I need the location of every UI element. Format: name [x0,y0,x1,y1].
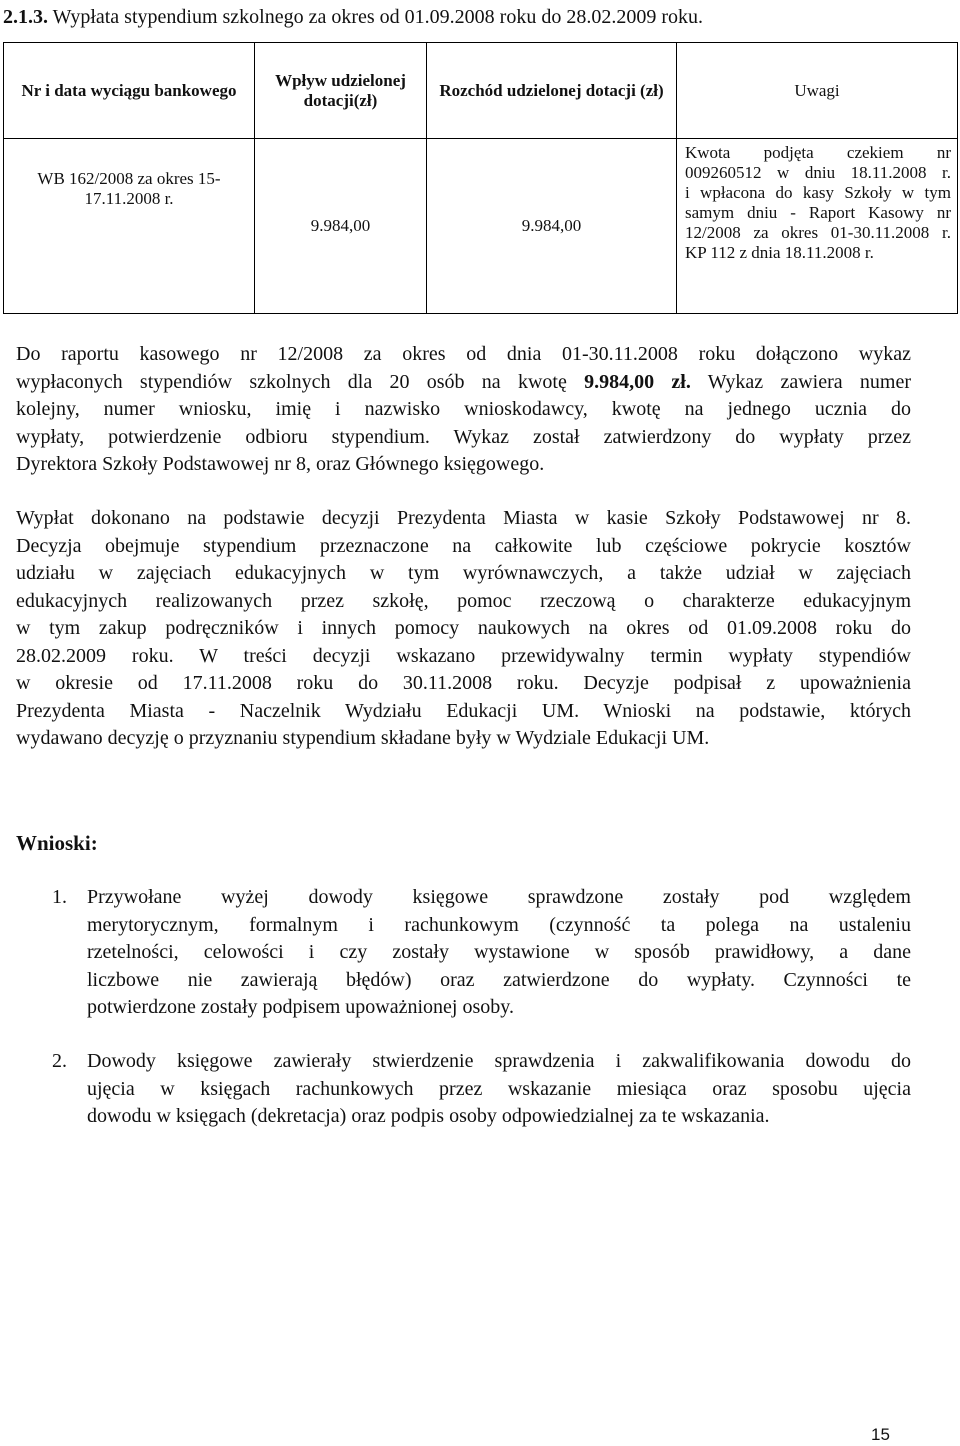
grant-table [3,42,958,314]
section-heading [3,4,703,30]
conclusions-title: Wnioski: [16,831,98,855]
header-remarks: Uwagi [677,43,958,139]
list-item-text: Dowody księgowe zawierały stwierdzenie sprawdzenia i zakwalifikowania dowodu do ujęcia w księgach rachunkowych przez wskazanie miesiąca oraz sposobu ujęcia dowodu w księgach (dekretacja) oraz podpis osoby odpowiedzialnej za te wskazania. [87,1050,911,1127]
cell-statement: WB 162/2008 za okres 15-17.11.2008 r. [4,139,255,314]
header-inflow: Wpływ udzielonej dotacji(zł) [255,43,427,139]
page-number: 15 [871,1425,890,1444]
table-row [4,139,958,314]
list-item-text: Przywołane wyżej dowody księgowe sprawdzone zostały pod względem merytorycznym, formalnym i rachunkowym (czynność ta polega na ustaleniu rzetelności, celowości i czy zostały wystawione w sposób prawidłowy, a dane liczbowe nie zawierają błędów) oraz zatwierdzone do wypłaty. Czynności te potwierdzone zostały podpisem upoważnionej osoby. [87,886,911,1018]
cell-outflow: 9.984,00 [427,139,677,314]
table-header-row [4,43,958,139]
list-item-number: 2. [52,1050,67,1072]
header-statement: Nr i data wyciągu bankowego [4,43,255,139]
section-number: 2.1.3. [3,6,48,28]
cell-inflow: 9.984,00 [255,139,427,314]
amount-bold: 9.984,00 zł. [584,370,691,393]
list-item-number: 1. [52,886,67,908]
section-title: Wypłata stypendium szkolnego za okres od 01.09.2008 roku do 28.02.2009 roku. [52,6,704,28]
paragraph-cash-report: Do raportu kasowego nr 12/2008 za okres od dnia 01-30.11.2008 roku dołączono wykaz wypłaconych stypendiów szkolnych dla 20 osób na kwotę 9.984,00 zł. Wykaz zawiera numer kolejny, numer wniosku, imię i nazwisko wnioskodawcy, kwotę na jednego ucznia do wypłaty, potwierdzenie odbioru stypendium. Wykaz został zatwierdzony do wypłaty przez Dyrektora Szkoły Podstawowej nr 8, oraz Głównego księgowego. [16,343,911,475]
header-outflow: Rozchód udzielonej dotacji (zł) [427,43,677,139]
cell-remarks: Kwota podjęta czekiem nr 009260512 w dniu 18.11.2008 r. i wpłacona do kasy Szkoły w tym samym dniu - Raport Kasowy nr 12/2008 za okres 01-30.11.2008 r. KP 112 z dnia 18.11.2008 r. [677,139,958,314]
paragraph-decision: Wypłat dokonano na podstawie decyzji Prezydenta Miasta w kasie Szkoły Podstawowej nr 8. Decyzja obejmuje stypendium przeznaczone na całkowite lub częściowe pokrycie kosztów udziału w zajęciach edukacyjnych w tym wyrównawczych, a także udział w zajęciach edukacyjnych realizowanych przez szkołę, pomoc rzeczową o charakterze edukacyjnym w tym zakup podręczników i innych pomocy naukowych na okres od 01.09.2008 roku do 28.02.2009 roku. W treści decyzji wskazano przewidywalny termin wypłaty stypendiów w okresie od 17.11.2008 roku do 30.11.2008 roku. Decyzje podpisał z upoważnienia Prezydenta Miasta - Naczelnik Wydziału Edukacji UM. Wnioski na podstawie, których wydawano decyzję o przyznaniu stypendium składane były w Wydziale Edukacji UM. [16,507,911,749]
